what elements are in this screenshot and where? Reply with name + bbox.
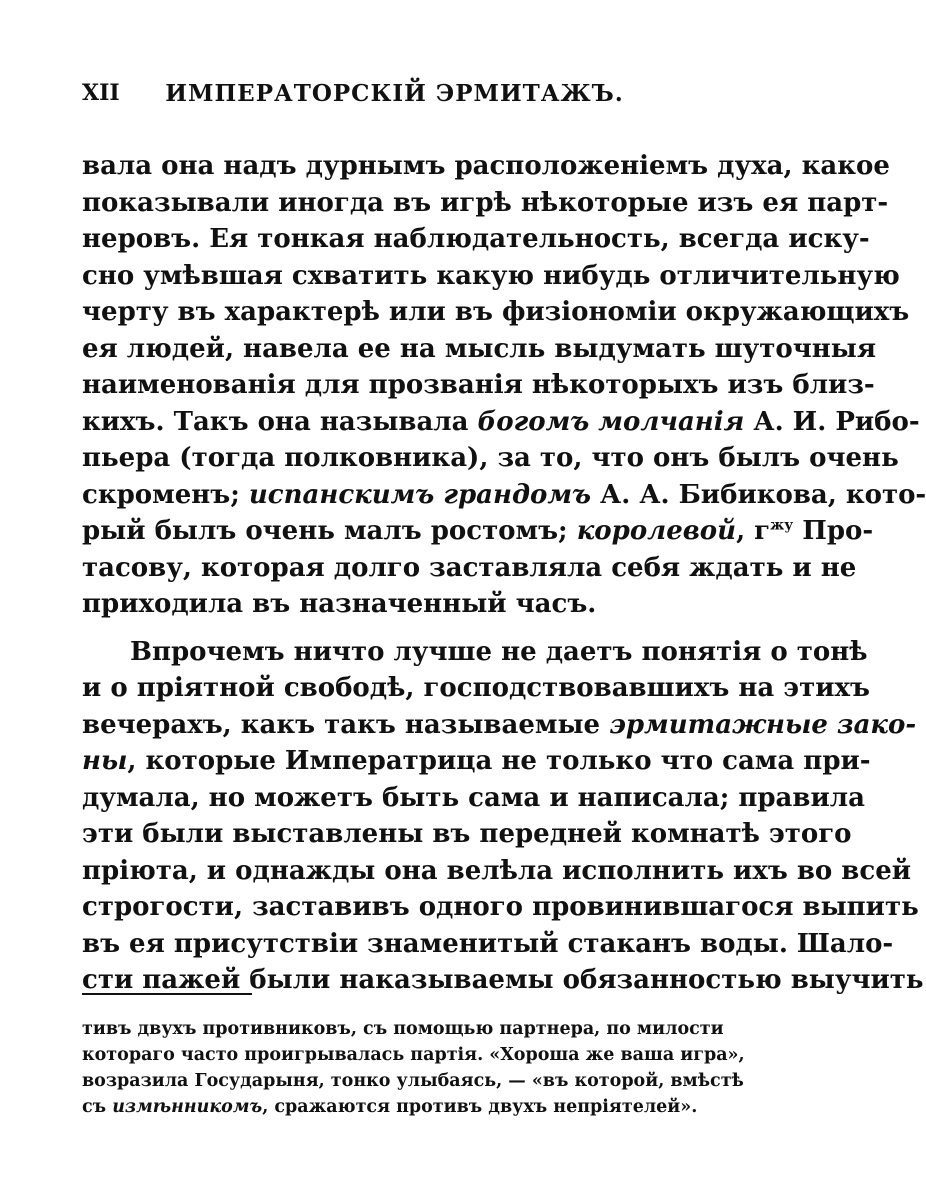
text-run: скроменъ; (82, 479, 249, 510)
text-line: черту въ характерѣ или въ физіономіи окружающихъ (82, 297, 910, 327)
page-number: XII (82, 80, 120, 106)
text-run: вечерахъ, какъ такъ называемые (82, 709, 610, 740)
text-line: наименованія для прозванія нѣкоторыхъ изъ близ- (82, 370, 875, 400)
italic-term: измѣнникомъ (112, 1097, 263, 1117)
text-run: , г (736, 516, 771, 546)
text-line: думала, но можетъ быть сама и написала; правила (82, 782, 865, 813)
text-line: приходила въ назначенный часъ. (82, 589, 597, 619)
text-line: пьера (тогда полковника), за то, что онъ былъ очень (82, 443, 899, 473)
body-text (82, 148, 926, 999)
text-run: съ (82, 1097, 113, 1117)
text-line: Впрочемъ ничто лучше не даетъ понятія о тонѣ (130, 636, 868, 667)
text-line: сти пажей были наказываемы обязанностью выучить (82, 965, 924, 995)
italic-term: ны (82, 746, 128, 776)
text-run: , сражаются противъ двухъ непріятелей». (262, 1097, 698, 1117)
paragraph-2 (82, 634, 924, 999)
text-line: ея людей, навела ее на мысль выдумать шуточныя (82, 333, 877, 364)
italic-nickname: испанскимъ грандомъ (248, 479, 591, 510)
page-header (82, 80, 707, 120)
footnote-line: возразила Государыня, тонко улыбаясь, — «въ которой, вмѣстѣ (82, 1071, 744, 1091)
text-line: тасову, которая долго заставляла себя ждать и не (82, 552, 857, 583)
text-run: А. А. Бибикова, кото- (590, 479, 926, 510)
text-line (82, 743, 871, 780)
text-line (82, 477, 926, 514)
text-run: кихъ. Такъ она называла (82, 406, 478, 437)
text-line: сно умѣвшая схватить какую нибудь отличительную (82, 260, 900, 291)
paragraph-1 (82, 148, 926, 623)
text-line: вала она надъ дурнымъ расположеніемъ духа, какое (82, 151, 890, 181)
paragraph-gap (82, 623, 707, 634)
text-line: пріюта, и однажды она велѣла исполнить ихъ во всей (82, 855, 912, 886)
superscript: жу (770, 517, 794, 534)
text-run: рый былъ очень малъ ростомъ; (82, 516, 577, 546)
text-line (82, 707, 917, 744)
text-line (82, 404, 920, 441)
text-run: Про- (793, 516, 874, 546)
italic-nickname: королевой (576, 516, 737, 546)
footnote-line (82, 1094, 707, 1120)
text-line (82, 513, 874, 550)
footnote (82, 1016, 745, 1120)
text-run: А. И. Рибо- (744, 406, 920, 437)
text-line: и о пріятной свободѣ, господствовавшихъ на этихъ (82, 673, 870, 703)
text-line: неровъ. Ея тонкая наблюдательность, всегда иску- (82, 224, 870, 254)
italic-term: эрмитажные зако- (609, 709, 917, 740)
text-run: , которые Императрица не только что сама при- (127, 746, 871, 776)
footnote-line: тивъ двухъ противниковъ, съ помощью партнера, по милости (82, 1019, 724, 1039)
footnote-rule (82, 993, 252, 995)
text-line: въ ея присутствіи знаменитый стаканъ воды. Шало- (82, 928, 894, 959)
text-line: эти были выставлены въ передней комнатѣ этого (82, 819, 852, 849)
italic-nickname: богомъ молчанія (477, 406, 745, 437)
text-line: строгости, заставивъ одного провинившагося выпить (82, 892, 919, 922)
running-title: ИМПЕРАТОРСКІЙ ЭРМИТАЖЪ. (165, 80, 624, 107)
footnote-line: котораго часто проигрывалась партія. «Хороша же ваша игра», (82, 1045, 745, 1065)
text-line: показывали иногда въ игрѣ нѣкоторые изъ ея парт- (82, 187, 889, 218)
